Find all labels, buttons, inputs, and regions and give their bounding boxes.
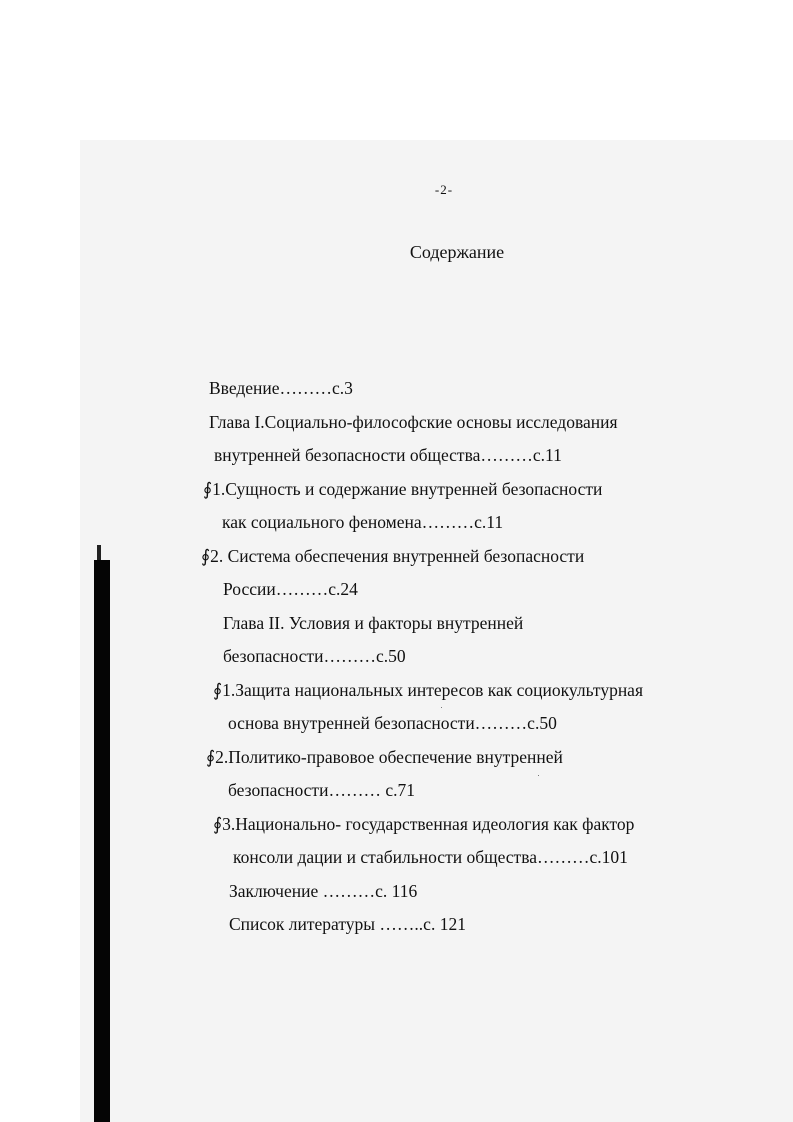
scan-speck	[538, 775, 539, 776]
toc-chapter-1-title: Глава I.Социально-философские основы исследования	[209, 412, 618, 432]
toc-chapter-1-title-cont: внутренней безопасности общества………с.11	[214, 445, 562, 465]
scan-binding-edge	[94, 560, 110, 1122]
toc-ch1-section-2-cont: России………с.24	[223, 579, 358, 599]
scan-speck	[441, 707, 442, 708]
toc-ch2-section-3: ∮3.Национально- государственная идеология как фактор	[213, 814, 635, 834]
toc-entry-conclusion: Заключение ………с. 116	[229, 881, 418, 901]
toc-ch2-section-2-cont: безопасности……… с.71	[228, 780, 415, 800]
toc-ch2-section-1-cont: основа внутренней безопасности………с.50	[228, 713, 557, 733]
page-number: -2-	[434, 182, 454, 197]
toc-entry-bibliography: Список литературы ……..с. 121	[229, 914, 466, 934]
page-title: Содержание	[409, 242, 505, 262]
toc-chapter-2-title: Глава II. Условия и факторы внутренней	[223, 613, 524, 633]
toc-ch1-section-1-cont: как социального феномена………с.11	[222, 512, 504, 532]
toc-ch1-section-2: ∮2. Система обеспечения внутренней безопасности	[201, 546, 585, 566]
toc-entry-introduction: Введение………с.3	[209, 378, 353, 398]
toc-ch2-section-2: ∮2.Политико-правовое обеспечение внутренней	[206, 747, 563, 767]
toc-chapter-2-title-cont: безопасности………с.50	[223, 646, 406, 666]
toc-ch1-section-1: ∮1.Сущность и содержание внутренней безопасности	[203, 479, 603, 499]
toc-ch2-section-3-cont: консоли дации и стабильности общества………с.101	[233, 847, 628, 867]
toc-ch2-section-1: ∮1.Защита национальных интересов как социокультурная	[213, 680, 643, 700]
